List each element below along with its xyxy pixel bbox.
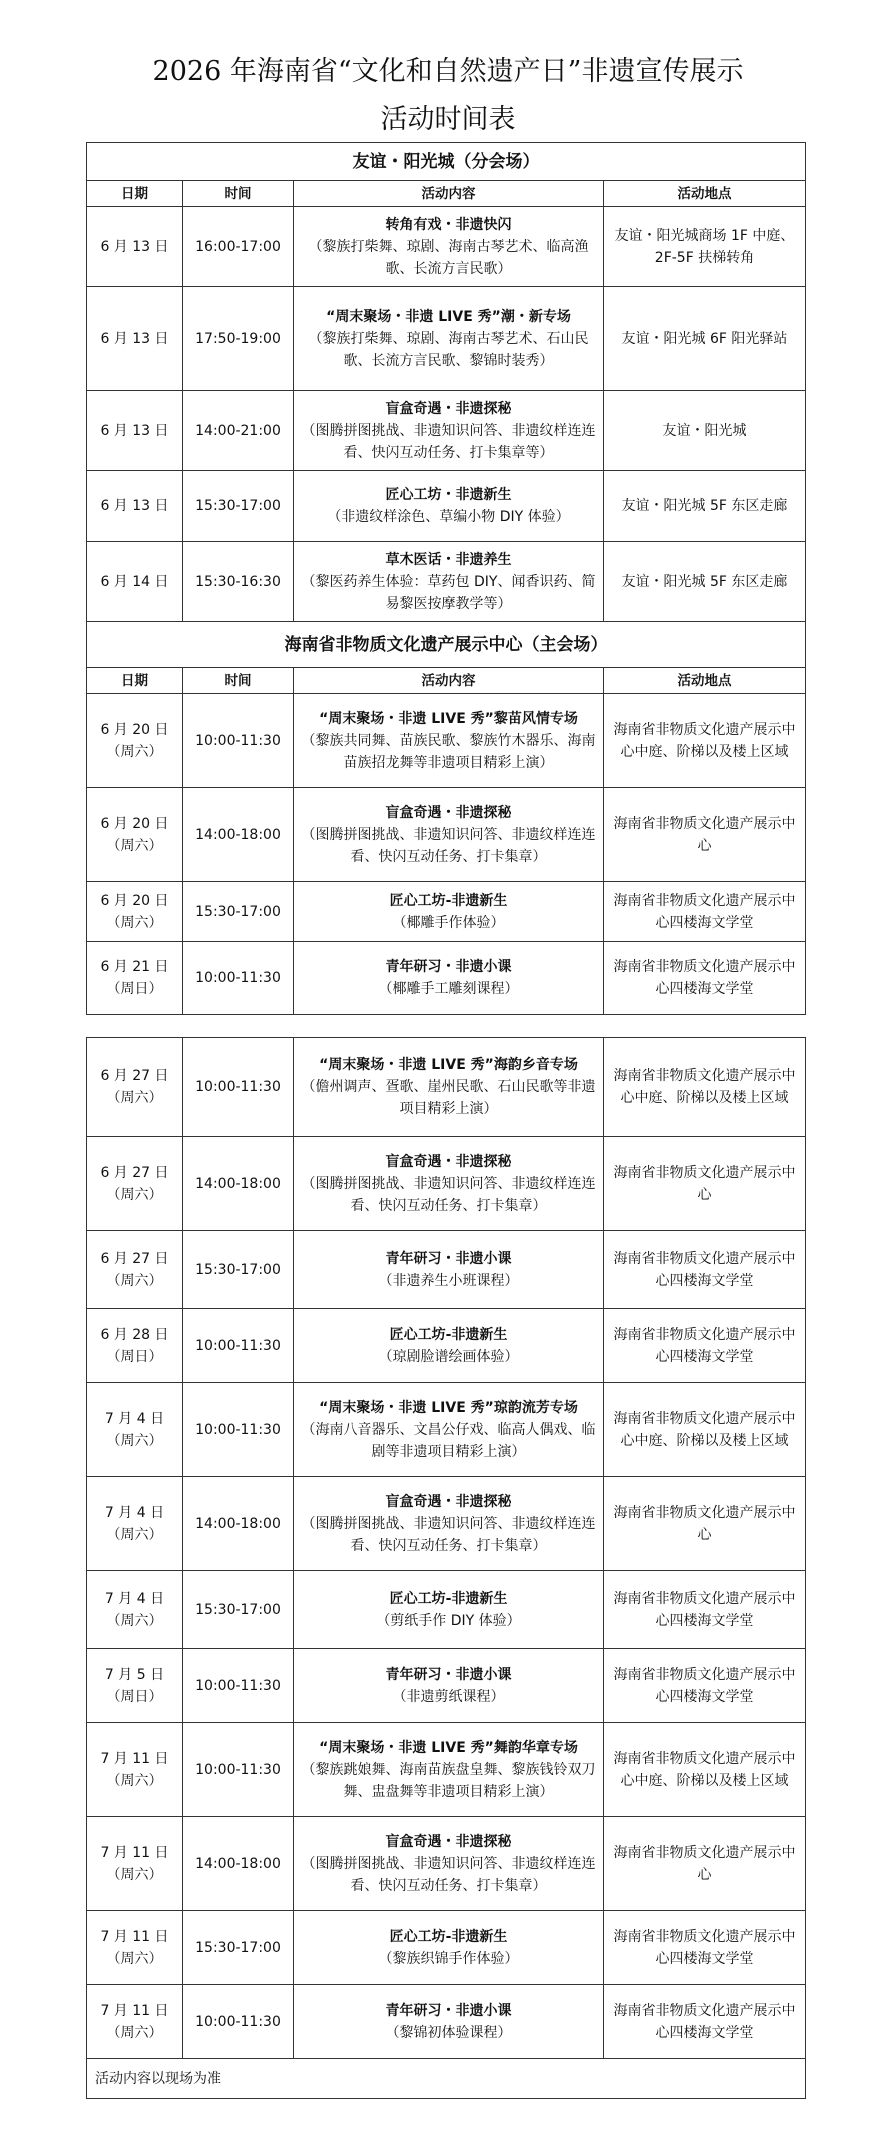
time-cell: 15:30-17:00 — [183, 1911, 294, 1985]
header-time: 时间 — [183, 181, 294, 207]
venue-cell: 友谊・阳光城 6F 阳光驿站 — [604, 287, 806, 391]
activity-title: “周末聚场・非遗 LIVE 秀”黎苗风情专场 — [319, 710, 578, 727]
date-text: 6 月 28 日 — [100, 1326, 169, 1343]
venue-cell: 海南省非物质文化遗产展示中心 — [604, 1817, 806, 1911]
date-cell — [87, 1571, 183, 1649]
header-row — [87, 668, 806, 694]
venue-cell: 海南省非物质文化遗产展示中心 — [604, 1477, 806, 1571]
activity-title: 盲盒奇遇・非遗探秘 — [385, 1833, 512, 1850]
section-2 — [87, 622, 806, 694]
activity-cell — [294, 391, 604, 471]
activity-description: （黎族打柴舞、琼剧、海南古琴艺术、临高渔歌、长流方言民歌） — [308, 238, 589, 277]
date-text: 7 月 4 日 — [104, 1410, 165, 1427]
schedule-row — [87, 471, 806, 542]
weekday-text: （周六） — [106, 1186, 163, 1203]
document-title — [0, 48, 896, 144]
activity-cell — [294, 1383, 604, 1477]
activity-title: 匠心工坊-非遗新生 — [389, 892, 508, 909]
activity-description: （黎锦初体验课程） — [385, 2024, 512, 2041]
date-text: 6 月 13 日 — [100, 238, 169, 255]
schedule-row — [87, 287, 806, 391]
activity-cell — [294, 1231, 604, 1309]
date-text: 6 月 27 日 — [100, 1250, 169, 1267]
activity-cell — [294, 788, 604, 882]
date-text: 7 月 4 日 — [104, 1504, 165, 1521]
venue-cell: 海南省非物质文化遗产展示中心中庭、阶梯以及楼上区域 — [604, 694, 806, 788]
venue-cell: 海南省非物质文化遗产展示中心中庭、阶梯以及楼上区域 — [604, 1038, 806, 1137]
date-cell — [87, 471, 183, 542]
venue-cell: 海南省非物质文化遗产展示中心四楼海文学堂 — [604, 1985, 806, 2059]
schedule-row — [87, 1477, 806, 1571]
venue-cell: 友谊・阳光城 5F 东区走廊 — [604, 542, 806, 622]
activity-cell — [294, 1911, 604, 1985]
activity-title: “周末聚场・非遗 LIVE 秀”潮・新专场 — [326, 308, 571, 325]
activity-title: 盲盒奇遇・非遗探秘 — [385, 1493, 512, 1510]
date-cell — [87, 788, 183, 882]
header-time: 时间 — [183, 668, 294, 694]
date-text: 6 月 27 日 — [100, 1068, 169, 1084]
schedule-row — [87, 1383, 806, 1477]
schedule-table-upper — [86, 142, 806, 1015]
activity-cell — [294, 1649, 604, 1723]
weekday-text: （周六） — [106, 1950, 163, 1967]
venue-cell: 友谊・阳光城 5F 东区走廊 — [604, 471, 806, 542]
section-2-rows — [87, 694, 806, 1015]
weekday-text: （周六） — [106, 1272, 163, 1289]
time-cell: 10:00-11:30 — [183, 1649, 294, 1723]
activity-title: “周末聚场・非遗 LIVE 秀”琼韵流芳专场 — [319, 1399, 578, 1416]
date-cell — [87, 1383, 183, 1477]
time-cell: 15:30-17:00 — [183, 1571, 294, 1649]
weekday-text: （周六） — [106, 2024, 163, 2041]
time-cell: 10:00-11:30 — [183, 1383, 294, 1477]
venue-cell: 海南省非物质文化遗产展示中心 — [604, 788, 806, 882]
section-3-rows — [87, 1038, 806, 2059]
venue-cell: 海南省非物质文化遗产展示中心四楼海文学堂 — [604, 1911, 806, 1985]
activity-cell — [294, 1723, 604, 1817]
date-text: 7 月 11 日 — [100, 2002, 169, 2019]
date-cell — [87, 1817, 183, 1911]
title-line-2: 活动时间表 — [380, 104, 516, 135]
activity-cell — [294, 287, 604, 391]
activity-description: （琼剧脸谱绘画体验） — [378, 1348, 519, 1365]
date-text: 7 月 4 日 — [104, 1590, 165, 1607]
venue-cell: 海南省非物质文化遗产展示中心中庭、阶梯以及楼上区域 — [604, 1383, 806, 1477]
date-text: 7 月 11 日 — [100, 1844, 169, 1861]
section-1 — [87, 143, 806, 207]
activity-title: “周末聚场・非遗 LIVE 秀”舞韵华章专场 — [319, 1739, 578, 1756]
activity-description: （椰雕手作体验） — [392, 914, 505, 931]
time-cell: 15:30-17:00 — [183, 882, 294, 942]
venue-cell: 海南省非物质文化遗产展示中心四楼海文学堂 — [604, 1571, 806, 1649]
date-cell — [87, 1649, 183, 1723]
venue-cell: 海南省非物质文化遗产展示中心四楼海文学堂 — [604, 1649, 806, 1723]
activity-title: 青年研习・非遗小课 — [385, 1250, 512, 1267]
time-cell: 10:00-11:30 — [183, 1985, 294, 2059]
schedule-row — [87, 1571, 806, 1649]
schedule-row — [87, 1649, 806, 1723]
section-1-rows — [87, 207, 806, 622]
date-cell — [87, 1309, 183, 1383]
activity-cell — [294, 1477, 604, 1571]
date-text: 6 月 13 日 — [100, 422, 169, 439]
schedule-row — [87, 1723, 806, 1817]
activity-title: 草木医话・非遗养生 — [385, 551, 512, 568]
schedule-table-lower — [86, 1037, 806, 2099]
activity-cell — [294, 1309, 604, 1383]
activity-cell — [294, 1137, 604, 1231]
weekday-text: （周六） — [106, 743, 163, 760]
date-text: 6 月 21 日 — [100, 959, 169, 975]
activity-title: 匠心工坊-非遗新生 — [389, 1928, 508, 1945]
date-cell — [87, 942, 183, 1015]
date-text: 6 月 20 日 — [100, 892, 169, 909]
date-cell — [87, 207, 183, 287]
activity-cell — [294, 1817, 604, 1911]
schedule-row — [87, 1137, 806, 1231]
weekday-text: （周六） — [106, 1526, 163, 1543]
date-text: 6 月 13 日 — [100, 498, 169, 514]
schedule-row — [87, 942, 806, 1015]
date-text: 7 月 11 日 — [100, 1750, 169, 1767]
time-cell: 14:00-18:00 — [183, 1477, 294, 1571]
time-cell: 14:00-18:00 — [183, 1137, 294, 1231]
activity-title: 盲盒奇遇・非遗探秘 — [385, 400, 512, 417]
venue-cell: 海南省非物质文化遗产展示中心四楼海文学堂 — [604, 882, 806, 942]
date-cell — [87, 1911, 183, 1985]
activity-description: （黎医药养生体验：草药包 DIY、闻香识药、简易黎医按摩教学等） — [301, 573, 596, 612]
date-cell — [87, 542, 183, 622]
weekday-text: （周六） — [106, 914, 163, 931]
activity-description: （图腾拼图挑战、非遗知识问答、非遗纹样连连看、快闪互动任务、打卡集章） — [301, 1855, 596, 1894]
activity-description: （图腾拼图挑战、非遗知识问答、非遗纹样连连看、快闪互动任务、打卡集章） — [301, 1515, 596, 1554]
schedule-row — [87, 1309, 806, 1383]
activity-title: 青年研习・非遗小课 — [385, 959, 512, 975]
time-cell: 10:00-11:30 — [183, 1038, 294, 1137]
activity-description: （非遗剪纸课程） — [392, 1688, 505, 1705]
activity-description: （非遗养生小班课程） — [378, 1272, 519, 1289]
activity-description: （图腾拼图挑战、非遗知识问答、非遗纹样连连看、快闪互动任务、打卡集章） — [301, 826, 596, 865]
weekday-text: （周日） — [106, 1348, 163, 1365]
venue-cell: 海南省非物质文化遗产展示中心四楼海文学堂 — [604, 1231, 806, 1309]
activity-cell — [294, 207, 604, 287]
schedule-row — [87, 542, 806, 622]
activity-description: （海南八音器乐、文昌公仔戏、临高人偶戏、临剧等非遗项目精彩上演） — [301, 1421, 596, 1460]
date-cell — [87, 1985, 183, 2059]
header-content: 活动内容 — [294, 181, 604, 207]
activity-title: 盲盒奇遇・非遗探秘 — [385, 1153, 512, 1170]
date-cell — [87, 391, 183, 471]
title-line-1: 2026 年海南省“文化和自然遗产日”非遗宣传展示 — [152, 56, 744, 87]
activity-description: （椰雕手工雕刻课程） — [378, 981, 519, 997]
date-cell — [87, 1137, 183, 1231]
date-cell — [87, 1723, 183, 1817]
date-cell — [87, 1038, 183, 1137]
date-cell — [87, 1477, 183, 1571]
activity-title: 匠心工坊・非遗新生 — [385, 487, 512, 503]
activity-cell — [294, 542, 604, 622]
time-cell: 14:00-21:00 — [183, 391, 294, 471]
date-cell — [87, 694, 183, 788]
activity-title: 青年研习・非遗小课 — [385, 2002, 512, 2019]
footer-note: 活动内容以现场为准 — [87, 2059, 806, 2099]
activity-title: “周末聚场・非遗 LIVE 秀”海韵乡音专场 — [319, 1057, 578, 1073]
activity-title: 盲盒奇遇・非遗探秘 — [385, 804, 512, 821]
activity-description: （黎族跳娘舞、海南苗族盘皇舞、黎族钱铃双刀舞、盅盘舞等非遗项目精彩上演） — [301, 1761, 596, 1800]
date-text: 6 月 20 日 — [100, 721, 169, 738]
weekday-text: （周六） — [106, 1612, 163, 1629]
schedule-row — [87, 788, 806, 882]
time-cell: 15:30-17:00 — [183, 471, 294, 542]
activity-title: 转角有戏・非遗快闪 — [385, 216, 512, 233]
activity-cell — [294, 694, 604, 788]
activity-description: （黎族打柴舞、琼剧、海南古琴艺术、石山民歌、长流方言民歌、黎锦时装秀） — [308, 330, 589, 369]
weekday-text: （周日） — [106, 981, 163, 997]
schedule-row — [87, 1038, 806, 1137]
activity-description: （剪纸手作 DIY 体验） — [376, 1612, 521, 1629]
date-text: 7 月 5 日 — [104, 1666, 165, 1683]
venue-cell: 海南省非物质文化遗产展示中心四楼海文学堂 — [604, 942, 806, 1015]
header-date: 日期 — [87, 668, 183, 694]
weekday-text: （周日） — [106, 1688, 163, 1705]
time-cell: 10:00-11:30 — [183, 694, 294, 788]
schedule-row — [87, 882, 806, 942]
header-venue: 活动地点 — [604, 181, 806, 207]
venue-cell: 海南省非物质文化遗产展示中心四楼海文学堂 — [604, 1309, 806, 1383]
activity-description: （黎族共同舞、苗族民歌、黎族竹木器乐、海南苗族招龙舞等非遗项目精彩上演） — [301, 732, 596, 771]
activity-cell — [294, 1571, 604, 1649]
section-1-title: 友谊・阳光城（分会场） — [87, 143, 806, 181]
time-cell: 14:00-18:00 — [183, 788, 294, 882]
date-text: 6 月 20 日 — [100, 815, 169, 832]
date-text: 6 月 14 日 — [100, 573, 169, 590]
venue-cell: 友谊・阳光城 — [604, 391, 806, 471]
weekday-text: （周六） — [106, 1866, 163, 1883]
schedule-row — [87, 391, 806, 471]
time-cell: 17:50-19:00 — [183, 287, 294, 391]
venue-cell: 海南省非物质文化遗产展示中心中庭、阶梯以及楼上区域 — [604, 1723, 806, 1817]
activity-description: （图腾拼图挑战、非遗知识问答、非遗纹样连连看、快闪互动任务、打卡集章等） — [301, 422, 596, 461]
weekday-text: （周六） — [106, 1090, 163, 1106]
weekday-text: （周六） — [106, 1432, 163, 1449]
activity-description: （非遗纹样涂色、草编小物 DIY 体验） — [327, 509, 570, 525]
activity-description: （图腾拼图挑战、非遗知识问答、非遗纹样连连看、快闪互动任务、打卡集章） — [301, 1175, 596, 1214]
time-cell: 15:30-16:30 — [183, 542, 294, 622]
date-cell — [87, 882, 183, 942]
schedule-row — [87, 1985, 806, 2059]
header-venue: 活动地点 — [604, 668, 806, 694]
activity-cell — [294, 1985, 604, 2059]
date-cell — [87, 1231, 183, 1309]
time-cell: 10:00-11:30 — [183, 1309, 294, 1383]
activity-description: （儋州调声、疍歌、崖州民歌、石山民歌等非遗项目精彩上演） — [301, 1079, 596, 1117]
time-cell: 14:00-18:00 — [183, 1817, 294, 1911]
schedule-row — [87, 1817, 806, 1911]
header-date: 日期 — [87, 181, 183, 207]
time-cell: 16:00-17:00 — [183, 207, 294, 287]
date-text: 6 月 27 日 — [100, 1164, 169, 1181]
schedule-row — [87, 207, 806, 287]
date-text: 7 月 11 日 — [100, 1928, 169, 1945]
activity-description: （黎族织锦手作体验） — [378, 1950, 519, 1967]
schedule-row — [87, 1911, 806, 1985]
section-2-title: 海南省非物质文化遗产展示中心（主会场） — [87, 622, 806, 668]
venue-cell: 海南省非物质文化遗产展示中心 — [604, 1137, 806, 1231]
time-cell: 10:00-11:30 — [183, 1723, 294, 1817]
venue-cell: 友谊・阳光城商场 1F 中庭、2F-5F 扶梯转角 — [604, 207, 806, 287]
activity-cell — [294, 942, 604, 1015]
schedule-row — [87, 694, 806, 788]
time-cell: 10:00-11:30 — [183, 942, 294, 1015]
schedule-row — [87, 1231, 806, 1309]
weekday-text: （周六） — [106, 837, 163, 854]
activity-cell — [294, 1038, 604, 1137]
activity-title: 匠心工坊-非遗新生 — [389, 1590, 508, 1607]
header-content: 活动内容 — [294, 668, 604, 694]
activity-cell — [294, 471, 604, 542]
header-row — [87, 181, 806, 207]
date-text: 6 月 13 日 — [100, 330, 169, 347]
activity-title: 匠心工坊-非遗新生 — [389, 1326, 508, 1343]
activity-title: 青年研习・非遗小课 — [385, 1666, 512, 1683]
time-cell: 15:30-17:00 — [183, 1231, 294, 1309]
weekday-text: （周六） — [106, 1772, 163, 1789]
date-cell — [87, 287, 183, 391]
activity-cell — [294, 882, 604, 942]
